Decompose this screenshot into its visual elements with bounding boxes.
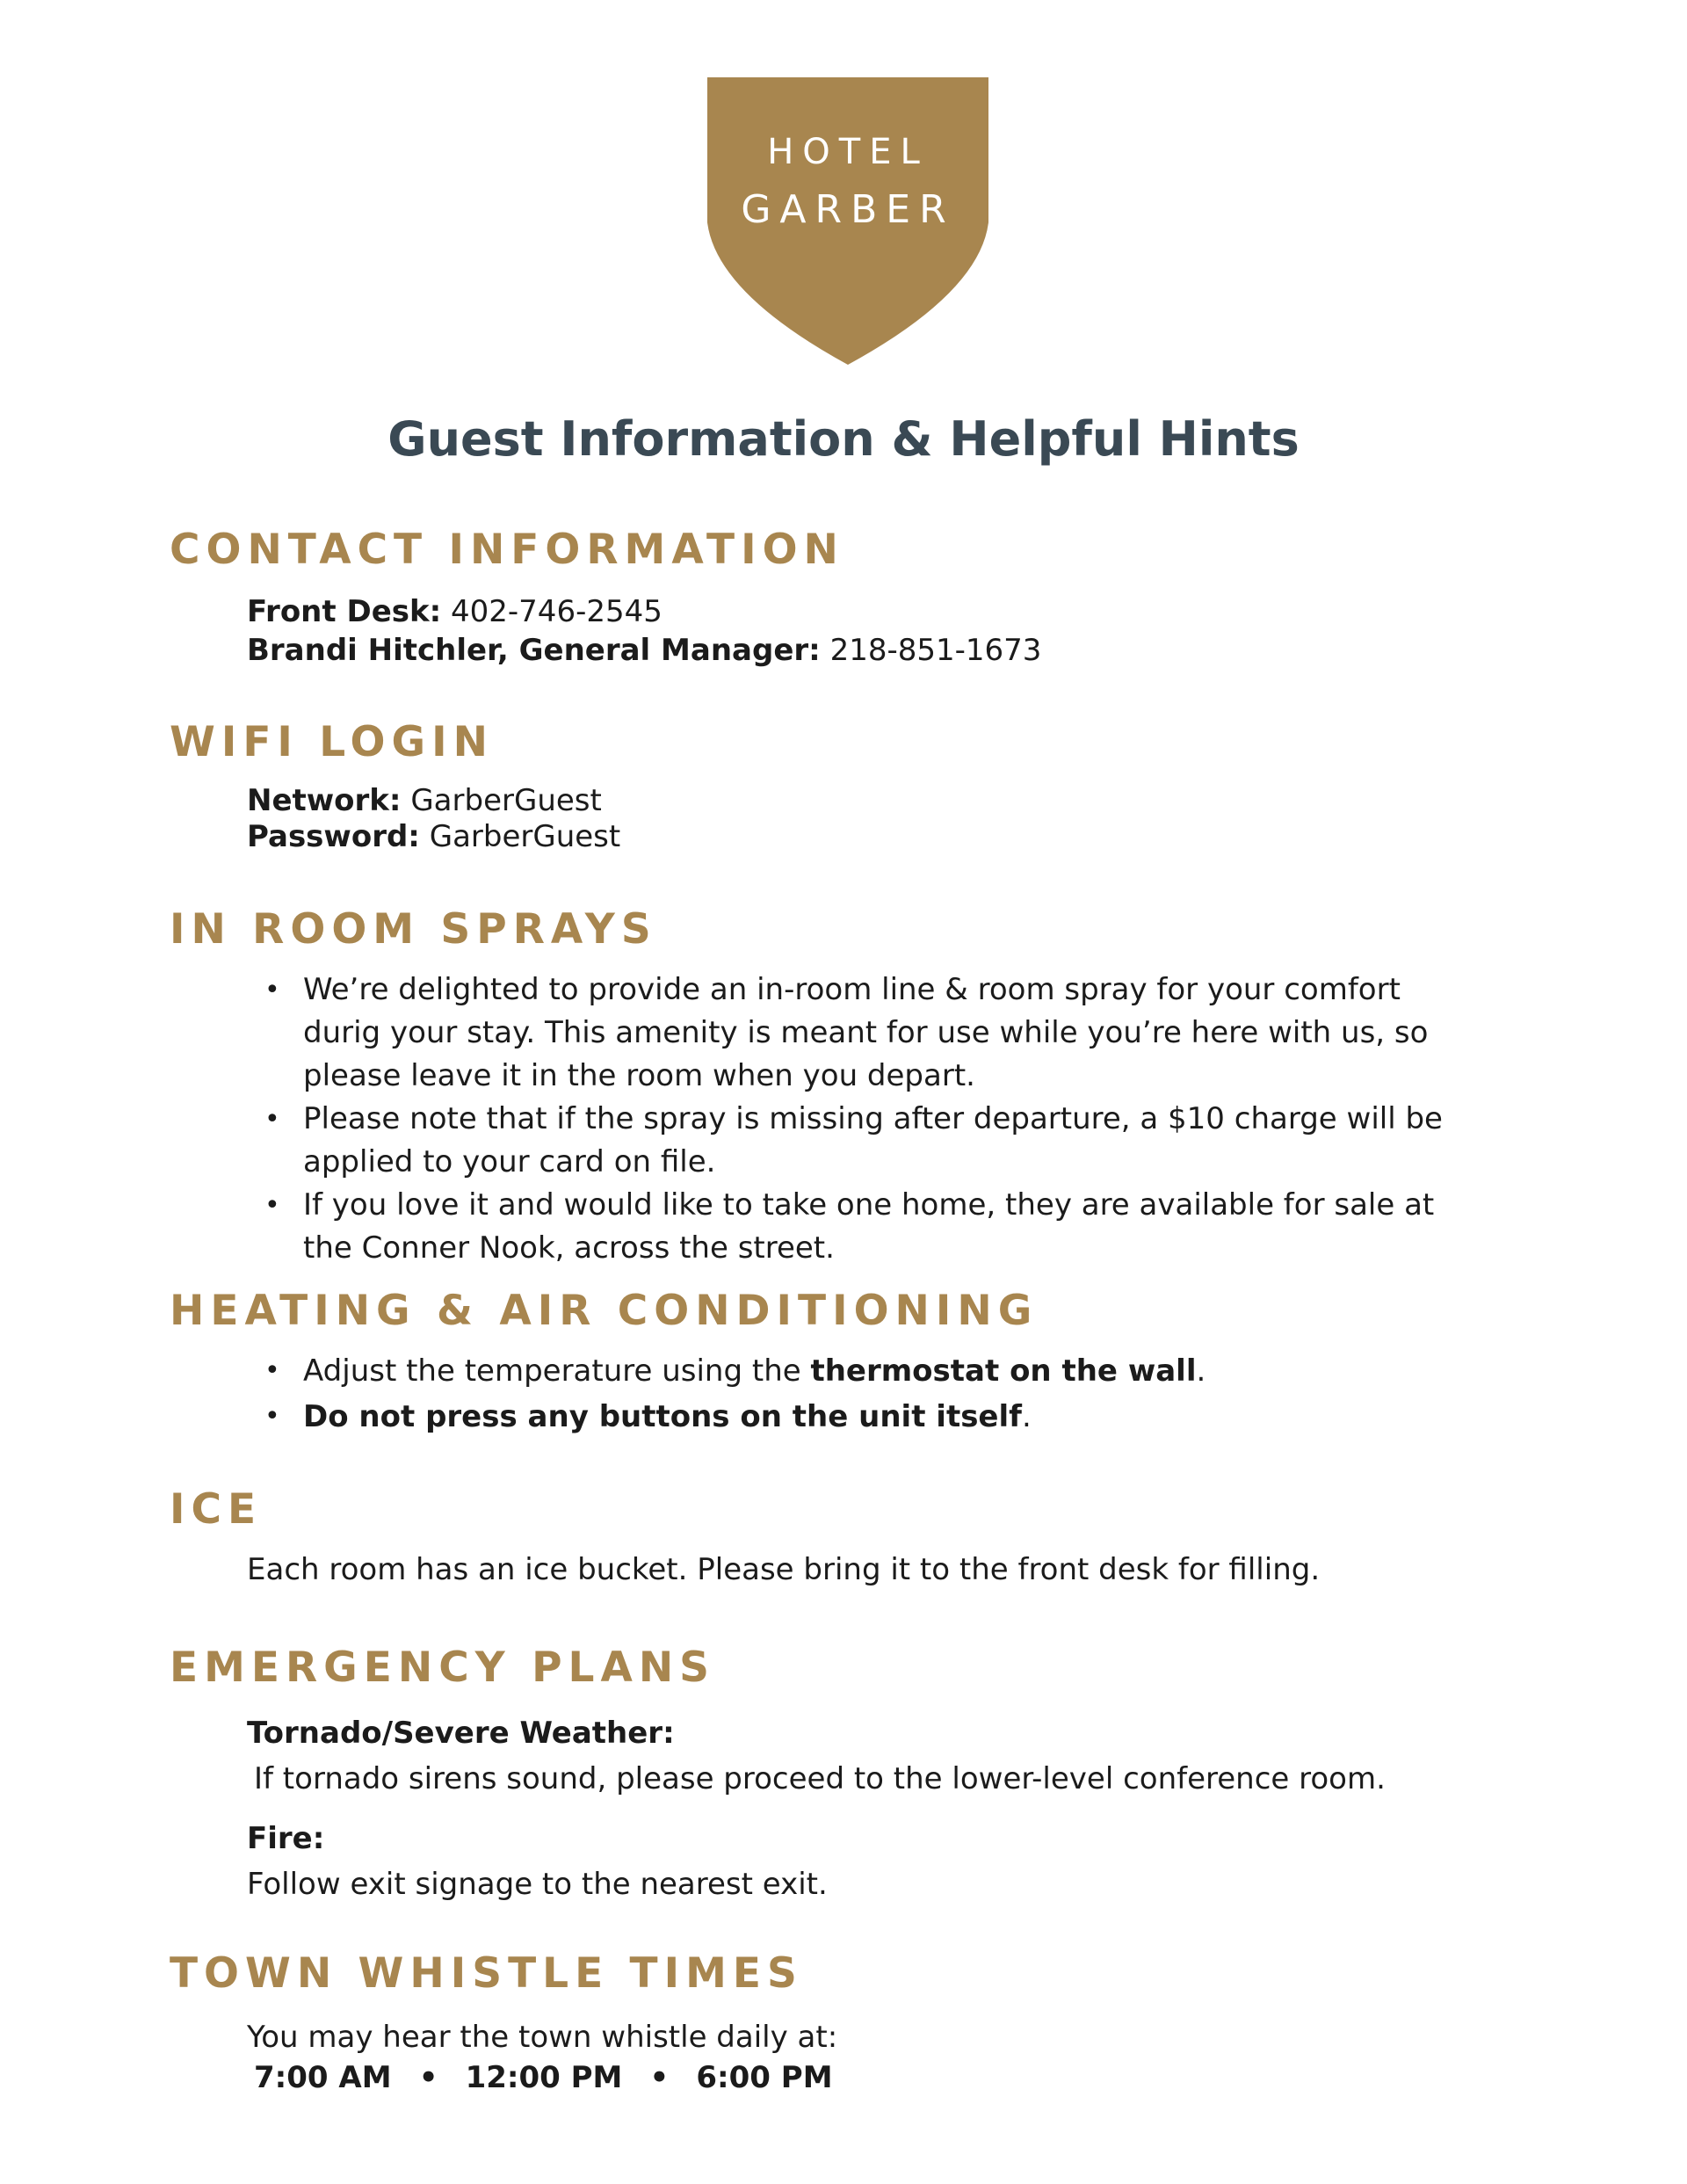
list-item-line: durig your stay. This amenity is meant for use while you’re here with us, so — [303, 1015, 1429, 1050]
password-label: Password: — [247, 819, 420, 854]
password-value: GarberGuest — [429, 819, 621, 854]
tornado-label: Tornado/Severe Weather: — [247, 1716, 675, 1751]
hvac-section — [170, 1285, 1540, 1440]
wifi-heading: WIFI LOGIN — [170, 718, 494, 766]
whistle-time: 6:00 PM — [696, 2060, 833, 2095]
hvac-text: . — [1021, 1399, 1032, 1434]
sprays-section — [170, 903, 1540, 1270]
list-item-line: applied to your card on file. — [303, 1144, 716, 1179]
whistle-heading: TOWN WHISTLE TIMES — [170, 1949, 803, 1998]
hotel-logo — [707, 77, 988, 367]
front-desk-label: Front Desk: — [247, 594, 442, 629]
whistle-time: 12:00 PM — [465, 2060, 623, 2095]
tornado-text: If tornado sirens sound, please proceed to the lower-level conference room. — [254, 1761, 1386, 1796]
whistle-time: 7:00 AM — [254, 2060, 392, 2095]
list-item-line: • We’re delighted to provide an in-room line & room spray for your comfort — [303, 972, 1401, 1007]
contact-section — [170, 524, 1540, 670]
separator-dot: • — [649, 2060, 670, 2095]
hvac-list — [170, 1348, 1540, 1440]
manager-label: Brandi Hitchler, General Manager: — [247, 633, 821, 668]
hvac-text: . — [1196, 1353, 1206, 1389]
whistle-intro: You may hear the town whistle daily at: — [247, 2020, 838, 2055]
wifi-section — [170, 716, 1540, 855]
front-desk-phone: 402-746-2545 — [451, 594, 662, 629]
list-item-line: please leave it in the room when you depart. — [303, 1058, 975, 1093]
hvac-text: Adjust the temperature using the — [303, 1353, 811, 1389]
list-item-line: the Conner Nook, across the street. — [303, 1230, 835, 1266]
whistle-times — [254, 2060, 1540, 2095]
network-label: Network: — [247, 783, 402, 818]
separator-dot: • — [418, 2060, 438, 2095]
list-item-line: • Please note that if the spray is missing after departure, a $10 charge will be — [303, 1101, 1443, 1136]
emergency-section — [170, 1642, 1540, 1907]
hvac-bold-text: thermostat on the wall — [810, 1353, 1197, 1389]
manager-phone: 218-851-1673 — [829, 633, 1042, 668]
ice-section — [170, 1484, 1540, 1589]
list-item — [247, 1098, 1540, 1184]
ice-text: Each room has an ice bucket. Please bring it to the front desk for filling. — [247, 1552, 1321, 1587]
ice-heading: ICE — [170, 1485, 263, 1534]
network-line — [247, 783, 1540, 819]
sprays-heading: IN ROOM SPRAYS — [170, 905, 657, 954]
hvac-bold-text: Do not press any buttons on the unit itself — [303, 1399, 1022, 1434]
fire-label: Fire: — [247, 1821, 325, 1856]
network-value: GarberGuest — [410, 783, 602, 818]
emergency-heading: EMERGENCY PLANS — [170, 1643, 716, 1692]
sprays-list — [170, 969, 1540, 1270]
fire-text: Follow exit signage to the nearest exit. — [247, 1867, 828, 1902]
logo-line-hotel: HOTEL — [767, 132, 929, 172]
logo-line-garber: GARBER — [741, 187, 955, 232]
password-line — [247, 819, 1540, 855]
front-desk-line — [247, 592, 1540, 631]
list-item — [247, 1394, 1540, 1440]
contact-heading: CONTACT INFORMATION — [170, 526, 844, 574]
hvac-heading: HEATING & AIR CONDITIONING — [170, 1287, 1039, 1335]
list-item — [247, 1348, 1540, 1394]
list-item-line: • If you love it and would like to take one home, they are available for sale at — [303, 1187, 1435, 1223]
list-item — [247, 969, 1540, 1098]
page-title: Guest Information & Helpful Hints — [387, 411, 1300, 467]
manager-line — [247, 631, 1540, 670]
list-item — [247, 1184, 1540, 1270]
whistle-section — [170, 1948, 1540, 2095]
